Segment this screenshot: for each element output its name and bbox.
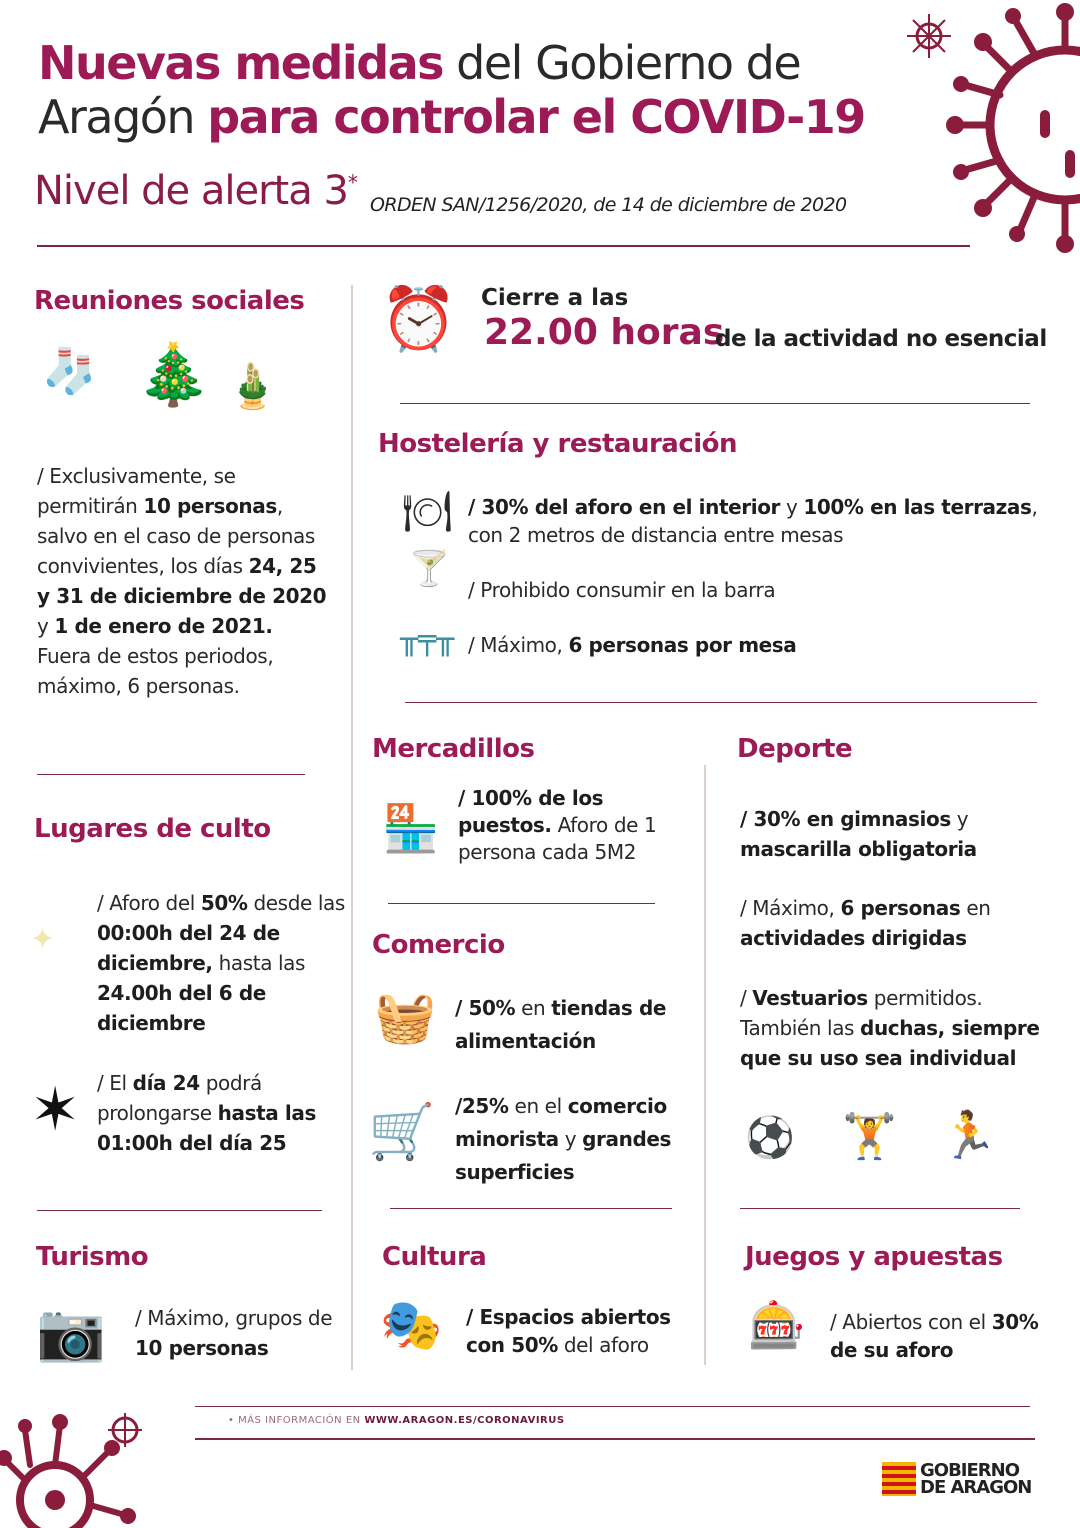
alarm-clock-icon: ⏰ (380, 282, 458, 355)
text: / Abiertos con el (830, 1310, 992, 1334)
text: y (37, 614, 55, 638)
theater-masks-icon: 🎭 (380, 1296, 443, 1354)
section-title-comercio: Comercio (372, 930, 505, 960)
aragon-flag-icon (882, 1462, 916, 1496)
bold-text: 50% (200, 891, 248, 915)
camera-icon: 📷 (36, 1300, 106, 1365)
section-title-hosteleria: Hostelería y restauración (378, 429, 738, 459)
culto-item-2 (97, 1068, 337, 1158)
more-info: • MÁS INFORMACIÓN EN WWW.ARAGON.ES/CORONAVIRUS (228, 1415, 565, 1426)
hosteleria-item-2 (468, 575, 1028, 605)
bold-text: tiendas de alimentación (455, 996, 667, 1053)
deporte-item-3 (740, 983, 1060, 1073)
grocery-basket-icon: 🧺 (374, 988, 437, 1046)
christmas-tree-icon: 🎄 (136, 340, 211, 410)
text: , salvo en el caso de personas convivientes, los días (37, 494, 315, 578)
poker-chips-icon: 🎰 (748, 1298, 806, 1352)
text: / Exclusivamente, se permitirán (37, 464, 236, 518)
comercio-item-1 (455, 992, 695, 1058)
title-line-1 (38, 36, 865, 90)
bold-text: actividades dirigidas (740, 926, 967, 950)
bold-text: grandes superficies (455, 1127, 672, 1184)
market-stall-icon: 🏪 (382, 801, 440, 855)
section-title-turismo: Turismo (36, 1242, 149, 1272)
bold-text: / 30% del aforo en el interior (468, 495, 780, 519)
column-divider-2 (704, 765, 706, 1365)
footer-divider-top (195, 1406, 1030, 1407)
cocktail-icon: 🍸 (408, 549, 451, 589)
text: del Gobierno de (443, 36, 801, 90)
text: / Máximo, grupos de (135, 1306, 333, 1330)
bold-text: / 50% (455, 996, 516, 1020)
bold-text: comercio minorista (455, 1094, 667, 1151)
page-title (38, 36, 865, 144)
bold-text: 10 personas (135, 1336, 269, 1360)
deporte-item-1 (740, 804, 1050, 864)
text: / (740, 986, 753, 1010)
text: desde las (247, 891, 345, 915)
reuniones-text (37, 461, 327, 701)
sparkle-glow-icon: ✦ (30, 922, 56, 957)
section-title-juegos: Juegos y apuestas (745, 1242, 1003, 1272)
closing-suffix: de la actividad no esencial (715, 326, 1047, 352)
text: Aragón (38, 90, 208, 144)
ornaments-icon: 🎍 (225, 361, 280, 412)
section-title-deporte: Deporte (737, 734, 853, 764)
bold-text: / 100% de los puestos. (458, 786, 604, 837)
bold-text: / Espacios abiertos con 50% (466, 1305, 671, 1357)
bold-text: 00:00h del 24 de diciembre, (97, 921, 280, 975)
text: del aforo (557, 1333, 649, 1357)
runner-icon: 🏃 (940, 1108, 998, 1162)
bold-text: Nuevas medidas (38, 36, 444, 90)
turismo-text (135, 1303, 335, 1363)
bold-text: 6 personas (840, 896, 961, 920)
divider (37, 774, 305, 775)
text: / Aforo del (97, 891, 201, 915)
text: Fuera de estos periodos, máximo, 6 personas. (37, 644, 274, 698)
text: / Máximo, (740, 896, 841, 920)
bold-text: 24.00h del 6 de diciembre (97, 981, 266, 1035)
more-info-link[interactable]: WWW.ARAGON.ES/CORONAVIRUS (364, 1415, 565, 1426)
bold-text: / 30% en gimnasios (740, 807, 951, 831)
section-title-cultura: Cultura (382, 1242, 487, 1272)
section-title-mercadillos: Mercadillos (372, 734, 535, 764)
bold-text: mascarilla obligatoria (740, 837, 977, 861)
small-virus-icon (905, 12, 953, 60)
divider (37, 1210, 322, 1211)
bold-text: 100% en las terrazas (803, 495, 1032, 519)
bold-text: hasta las 01:00h del día 25 (97, 1101, 316, 1155)
bold-text: 24, 25 y 31 de diciembre de 2020 (37, 554, 327, 608)
text: , con 2 metros de distancia entre mesas (468, 495, 1038, 547)
section-title-reuniones: Reuniones sociales (34, 286, 305, 316)
text: / Máximo, (468, 633, 569, 657)
text: / El (97, 1071, 133, 1095)
closing-time: 22.00 horas (484, 312, 725, 353)
text: podrá prolongarse (97, 1071, 262, 1125)
virus-icon (945, 0, 1080, 260)
alert-level-text: Nivel de alerta 3 (34, 168, 348, 214)
title-line-2 (38, 90, 865, 144)
serving-cloche-icon: 🍽 (402, 489, 453, 535)
hosteleria-item-3 (468, 630, 1028, 660)
bold-text: 1 de enero de 2021. (54, 614, 273, 638)
footer-divider-bottom (195, 1438, 1035, 1440)
text: en (515, 996, 552, 1020)
alert-level (34, 168, 357, 214)
text: permitidos. También las (740, 986, 983, 1040)
text: Aforo de 1 persona cada 5M2 (458, 813, 657, 864)
bold-text: día 24 (132, 1071, 200, 1095)
comercio-item-2 (455, 1090, 700, 1189)
logo-text: GOBIERNO DE ARAGON (920, 1460, 1032, 1498)
more-info-label: MÁS INFORMACIÓN EN (238, 1415, 365, 1426)
table-chairs-icon: ╥╤╥ (400, 622, 455, 657)
text: hasta las (212, 951, 306, 975)
virus-icon-bottom (0, 1400, 150, 1528)
divider (390, 1208, 672, 1209)
soccer-ball-icon: ⚽ (745, 1115, 795, 1161)
gobierno-aragon-logo (882, 1462, 1040, 1496)
divider (405, 702, 1037, 703)
bold-text: Vestuarios (752, 986, 868, 1010)
divider (388, 903, 655, 904)
weightlifting-icon: 🏋 (842, 1111, 897, 1162)
text: y (780, 495, 804, 519)
shopping-cart-icon: 🛒 (368, 1100, 436, 1163)
culto-item-1 (97, 888, 347, 1038)
bold-text: 10 personas (143, 494, 277, 518)
star-icon: ✶ (30, 1075, 81, 1145)
bold-text: duchas, siempre que su uso sea individual (740, 1016, 1040, 1070)
hosteleria-item-1 (468, 493, 1038, 549)
header-divider (37, 245, 970, 247)
cultura-text (466, 1303, 696, 1359)
deporte-item-2 (740, 893, 1040, 953)
divider (400, 403, 1030, 404)
order-reference: ORDEN SAN/1256/2020, de 14 de diciembre de 2020 (370, 194, 847, 216)
text: y (558, 1127, 583, 1151)
mercadillos-text (458, 785, 678, 866)
text: en (960, 896, 991, 920)
text: y (950, 807, 969, 831)
bold-text: para controlar el COVID-19 (207, 90, 865, 144)
bold-text: 6 personas por mesa (568, 633, 797, 657)
text: / Prohibido consumir en la barra (468, 578, 776, 602)
footnote-mark: * (347, 170, 357, 195)
column-divider-1 (351, 285, 353, 1370)
closing-prefix: Cierre a las (481, 285, 629, 311)
christmas-stocking-icon: 🧦 (42, 346, 97, 397)
bold-text: 30% de su aforo (830, 1310, 1039, 1362)
juegos-text (830, 1308, 1050, 1364)
text: en el (508, 1094, 568, 1118)
bold-text: /25% (455, 1094, 509, 1118)
section-title-culto: Lugares de culto (34, 814, 271, 844)
divider (740, 1208, 1020, 1209)
